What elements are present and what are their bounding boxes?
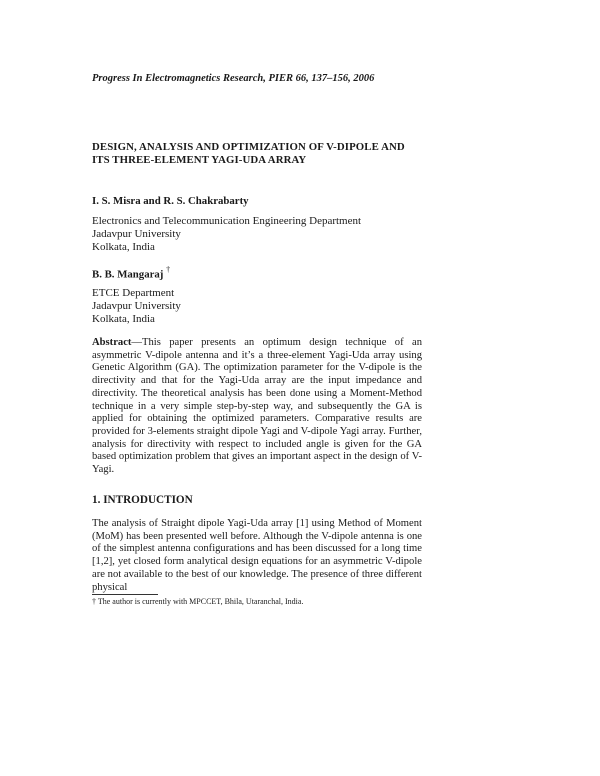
abstract-text: —This paper presents an optimum design technique of an asymmetric V-dipole antenna and it’s a three-element Yagi-Uda array using Genetic Algorithm (GA). The optimization parameter for the V-dipole is the directivity and that for the Yagi-Uda array are the input impedance and directivity. The theoretical analysis has been done using a Moment-Method technique in a very simple step-by-step way, and subsequently the GA is applied for obtaining the optimized parameters. Comparative results are provided for 3-elements straight dipole Yagi and V-dipole Yagi array. Further, analysis for directivity with respect to included angle is given for the GA based optimization problem that gives an important aspect in the design of V-Yagi. <box>92 337 422 476</box>
affiliation-2-line-2: Jadavpur University <box>92 299 181 312</box>
abstract-label: Abstract <box>92 337 132 348</box>
affiliation-2-line-3: Kolkata, India <box>92 312 155 325</box>
affiliation-2 <box>92 287 181 325</box>
affiliation-1-line-3: Kolkata, India <box>92 240 155 253</box>
section-heading-introduction: 1. INTRODUCTION <box>92 494 193 506</box>
author-names-1: I. S. Misra and R. S. Chakrabarty <box>92 195 249 207</box>
footnote: † The author is currently with MPCCET, Bhila, Utaranchal, India. <box>92 597 304 606</box>
introduction-paragraph: The analysis of Straight dipole Yagi-Uda array [1] using Method of Moment (MoM) has been presented well before. Although the V-dipole antenna is one of the simplest antenna configurations and has been discussed for a long time [1,2], yet closed form analytical design equations for an asymmetric V-dipole are not available to the best of our knowledge. The presence of three different physical <box>92 518 422 593</box>
author-names-2: B. B. Mangaraj <box>92 268 164 281</box>
paper-title: DESIGN, ANALYSIS AND OPTIMIZATION OF V-DIPOLE AND ITS THREE-ELEMENT YAGI-UDA ARRAY <box>92 141 405 166</box>
affiliation-2-line-1: ETCE Department <box>92 287 175 299</box>
affiliation-1-line-2: Jadavpur University <box>92 227 181 240</box>
abstract <box>92 337 422 477</box>
affiliation-1-line-1: Electronics and Telecommunication Engineering Department <box>92 215 362 227</box>
author-line-1 <box>92 195 249 207</box>
footnote-divider <box>92 594 158 595</box>
affiliation-1 <box>92 215 361 253</box>
author-footnote-mark: † <box>166 265 171 274</box>
author-line-2 <box>92 266 170 281</box>
running-head: Progress In Electromagnetics Research, PIER 66, 137–156, 2006 <box>92 73 375 84</box>
